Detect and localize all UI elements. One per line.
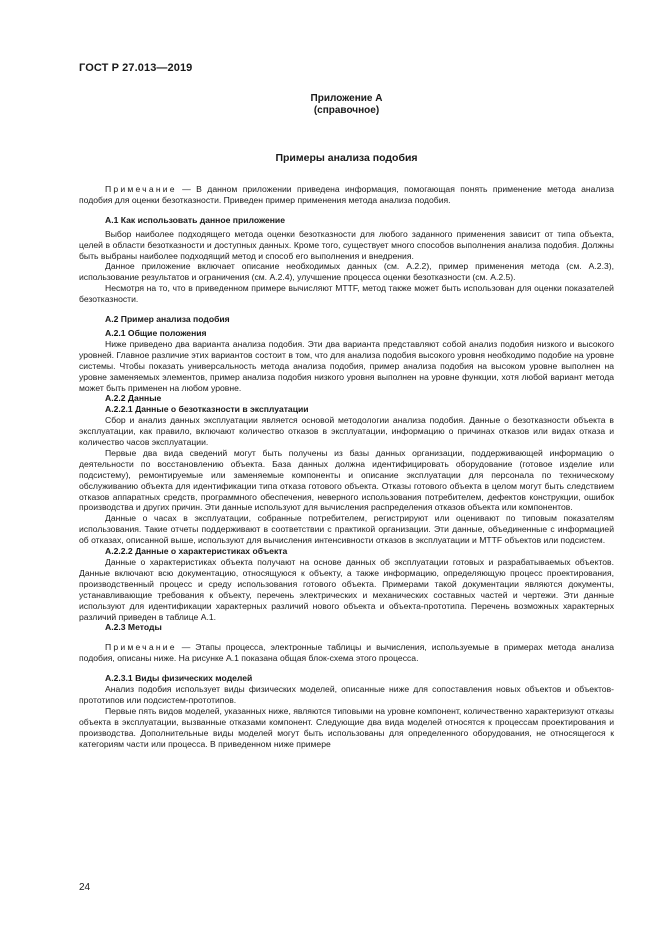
note-label: Примечание bbox=[105, 642, 177, 653]
section-a21-heading: А.2.1 Общие положения bbox=[105, 327, 207, 338]
note-label: Примечание bbox=[105, 184, 177, 194]
paragraph: Ниже приведено два варианта анализа подобия. Эти два варианта представляют собой анализ подобия низкого и высокого уровней. Главное различие этих вариантов состоит в том, что для анализа подобия высокого уровня необходимо подобие на уровне системы. Чтобы показать универсальность метода анализа подобия, пример анализа подобия на высоком уровне выполнен на уровне заменяемых элементов, пример анализа подобия низкого уровня выполнен на уровне функции, хотя любой вариант метода может быть применен на любом уровне. bbox=[79, 338, 614, 393]
paragraph: Первые пять видов моделей, указанных ниже, являются типовыми на уровне компонент, количественно характеризуют отказы объекта в эксплуатации, вызванные отказами компонент. Следующие два вида моделей относятся к процессам проектирования и производства. Дополнительные виды моделей могут быть использованы для определенного оборудования, не относящегося к категориям части или процесса. В приведенном ниже примере bbox=[79, 705, 614, 749]
paragraph: Данные о характеристиках объекта получают на основе данных об эксплуатации готовых и разрабатываемых объектов. Данные включают всю документацию, относящуюся к объекту, а также информацию, определяющую процесс проектирования, производственный процесс и среду использования готового объекта. Примерами такой документации являются документы, устанавливающие требования к объекту, перечень электрических и механических составных частей и чертежи. Эти данные используют для идентификации характерных различий нового объекта и объекта-прототипа. Перечень возможных характерных различий приведен в таблице А.1. bbox=[79, 557, 614, 622]
note-paragraph bbox=[79, 184, 614, 206]
page-number: 24 bbox=[79, 882, 91, 893]
section-a221-heading: А.2.2.1 Данные о безотказности в эксплуатации bbox=[105, 404, 309, 415]
section-a23-heading: А.2.3 Методы bbox=[105, 622, 162, 633]
section-a1-heading: А.1 Как использовать данное приложение bbox=[105, 214, 285, 225]
paragraph: Сбор и анализ данных эксплуатации является основой методологии анализа подобия. Данные о безотказности объекта в эксплуатации, как правило, включают количество отказов в эксплуатации, информацию о причинах отказов или видах отказа и количество часов эксплуатации. bbox=[79, 415, 614, 448]
note-text: — В данном приложении приведена информация, помогающая понять применение метода анализа подобия для оценки безотказности. Приведен пример применения метода анализа подобия. bbox=[79, 184, 614, 205]
section-a222-heading: А.2.2.2 Данные о характеристиках объекта bbox=[105, 546, 288, 557]
section-a22-heading: А.2.2 Данные bbox=[105, 393, 162, 404]
appendix-subtitle: (справочное) bbox=[313, 105, 380, 116]
section-a2-heading: А.2 Пример анализа подобия bbox=[105, 314, 230, 325]
document-body bbox=[79, 184, 614, 750]
paragraph: Данные о часах в эксплуатации, собранные потребителем, регистрируют или оценивают по типовым показателям использования. Такие отчеты поддерживают в соответствии с практикой организации. Эти данные, объединенные с информацией об отказах, описанной выше, используют для вычисления интенсивности отказов в эксплуатации и MTTF объектов или подсистем. bbox=[79, 513, 614, 546]
section-a231-heading: А.2.3.1 Виды физических моделей bbox=[105, 673, 253, 684]
paragraph: Выбор наиболее подходящего метода оценки безотказности для любого заданного применения зависит от типа объекта, целей в области безотказности и доступных данных. Кроме того, существует много способов выполнения анализа подобия. Должны быть выбраны наиболее подходящий метод и способ его выполнения и внедрения. bbox=[79, 228, 614, 261]
paragraph: Несмотря на то, что в приведенном примере вычисляют MTTF, метод также может быть использован для оценки показателей безотказности. bbox=[79, 283, 614, 305]
note-text: — Этапы процесса, электронные таблицы и вычисления, используемые в примерах метода анализа подобия, описаны ниже. На рисунке А.1 показана общая блок-схема этого процесса. bbox=[79, 642, 614, 664]
paragraph: Данное приложение включает описание необходимых данных (см. А.2.2), пример применения метода (см. А.2.3), использование результатов и ограничения (см. А.2.4), улучшение процесса оценки безотказности (см. А.2.5). bbox=[79, 261, 614, 283]
paragraph: Анализ подобия использует виды физических моделей, описанные ниже для сопоставления новых объектов и объектов-прототипов или подсистем-прототипов. bbox=[79, 684, 614, 705]
paragraph: Первые два вида сведений могут быть получены из базы данных организации, поддерживающей информацию о деятельности по восстановлению объекта. База данных должна идентифицировать оборудование (готовое изделие или подсистему), ремонтируемые или заменяемые компоненты и описание эксплуатации для персонала по техническому обслуживанию объекта для идентификации типа отказа готового объекта. Отказы готового объекта в целом могут быть следствием отказов аппаратных средств, программного обеспечения, неверного использования потребителем, дефектов конструкции, ошибок производства и других причин. Эти данные используют для вычисления распределения отказов объекта или компонентов. bbox=[79, 447, 614, 513]
page-header-standard: ГОСТ Р 27.013—2019 bbox=[79, 62, 193, 74]
appendix-heading bbox=[79, 93, 614, 117]
note-paragraph bbox=[79, 642, 614, 664]
appendix-title: Приложение А bbox=[310, 93, 383, 104]
document-title: Примеры анализа подобия bbox=[275, 152, 418, 164]
